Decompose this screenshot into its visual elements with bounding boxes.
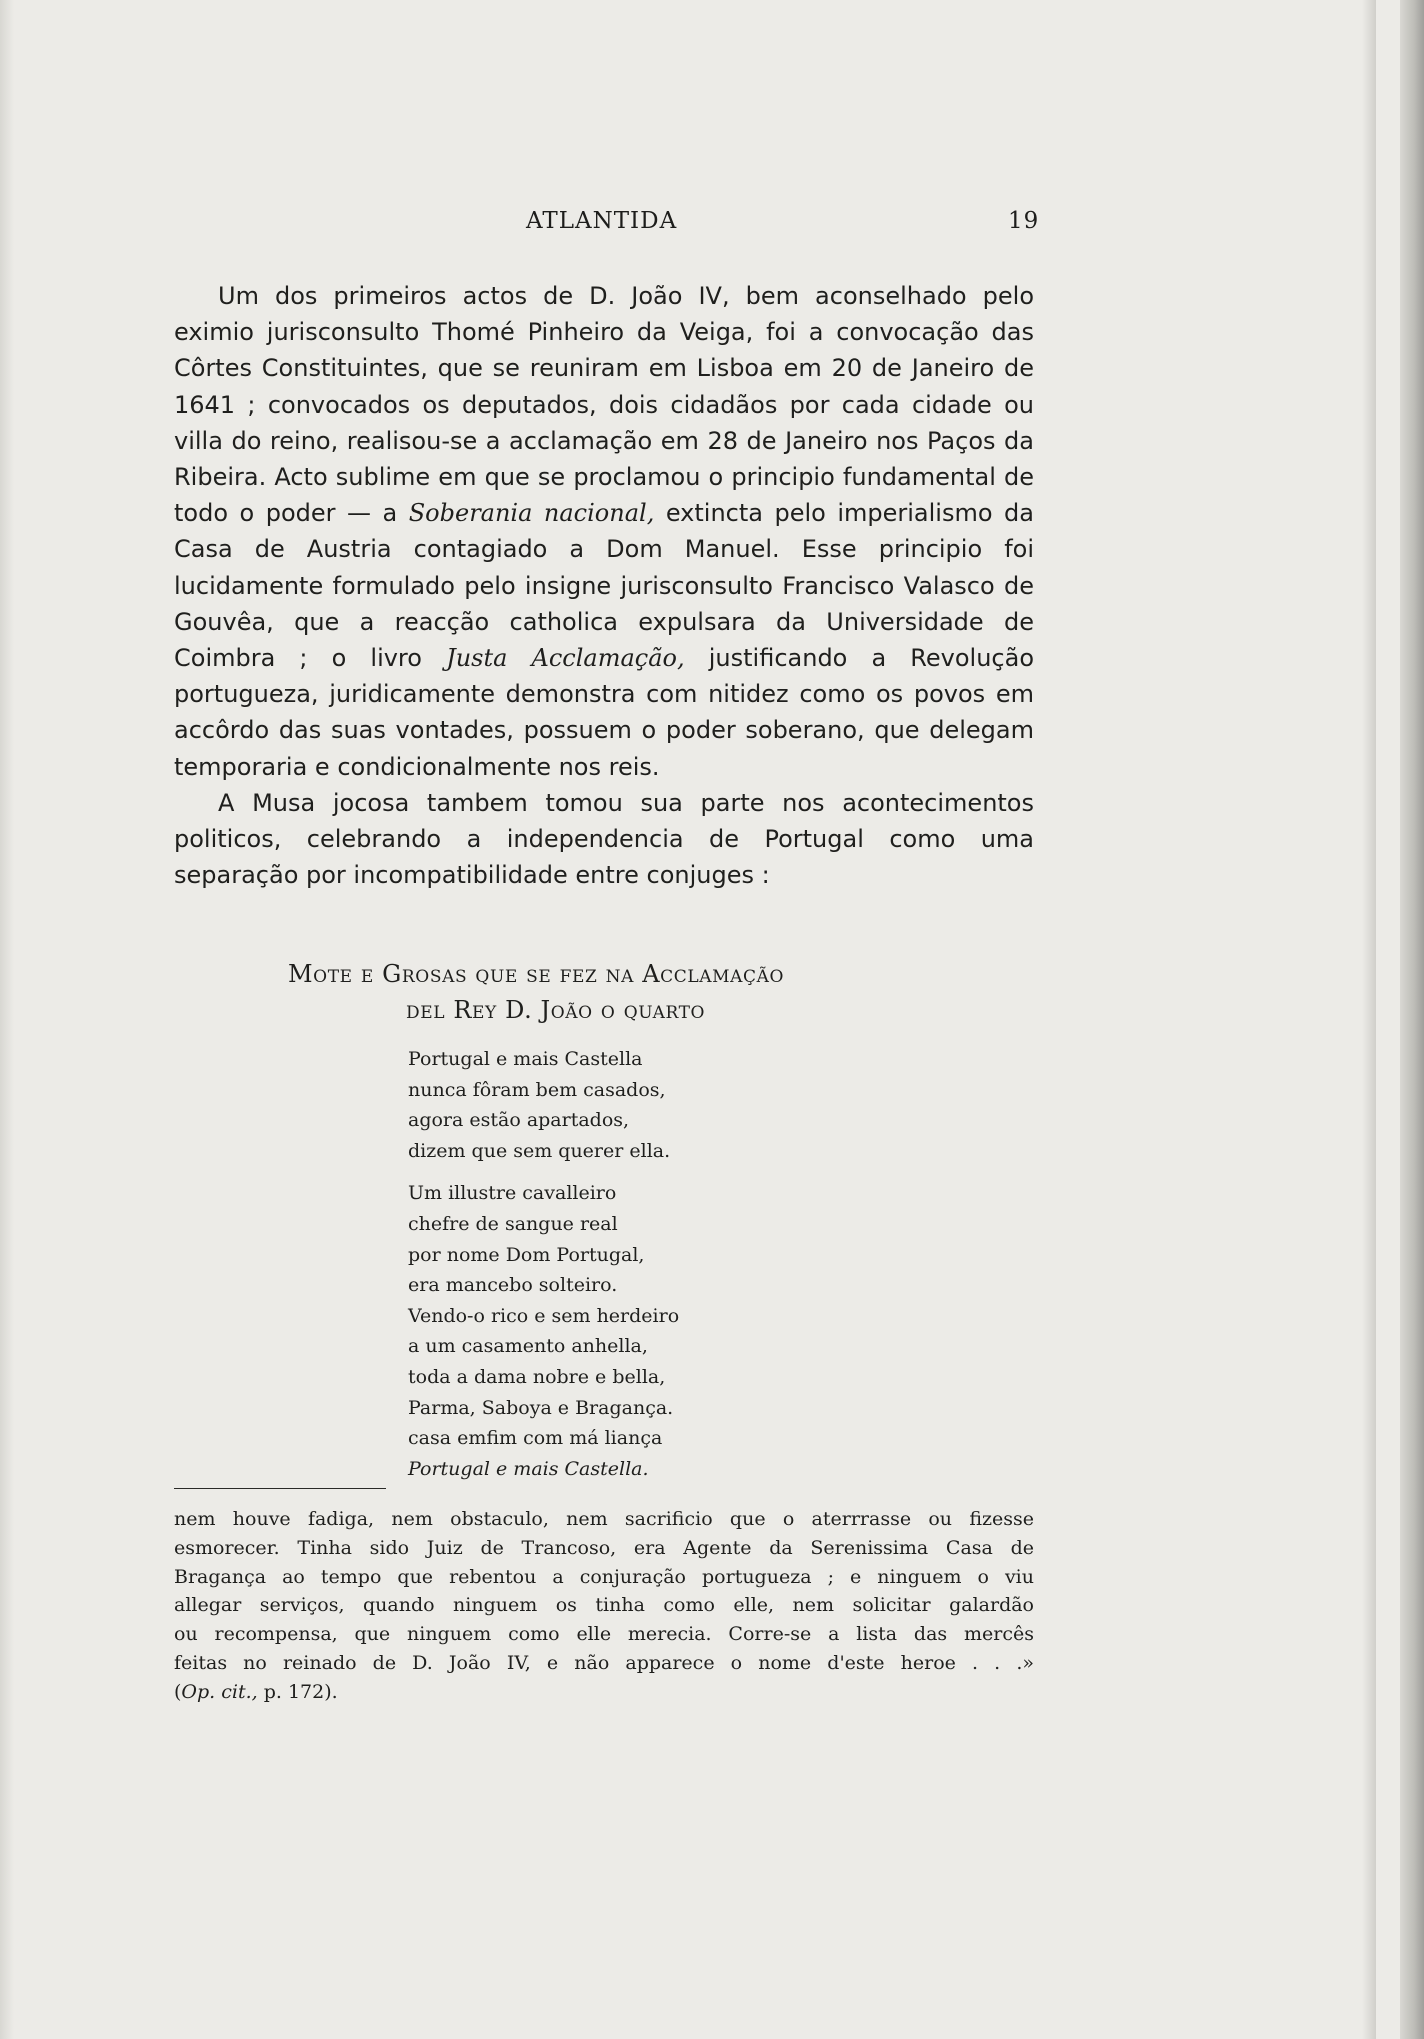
verse-line: agora estão apartados,: [408, 1109, 630, 1132]
stanza-2: [408, 1178, 968, 1484]
verse-line: chefre de sangue real: [408, 1212, 618, 1235]
running-title: ATLANTIDA: [526, 208, 678, 234]
verse-line: Portugal e mais Castella: [408, 1048, 643, 1070]
verse-line: toda a dama nobre e bella,: [408, 1365, 666, 1388]
running-header: [0, 208, 1400, 248]
poem-title-line-1: Mote e Grosas que se fez na Acclamação: [288, 960, 785, 988]
poem: [408, 1044, 968, 1484]
stanza-1: [408, 1044, 968, 1166]
spine-shadow: [0, 0, 14, 2039]
paragraph-1: [174, 278, 1034, 785]
paragraph-1-part-3: justificando a Revolução portugueza, juridicamente demonstra com nitidez como os povos em accôrdo das suas vontades, possuem o poder soberano, que delegam temporaria e condicionalmente nos reis.: [174, 644, 1034, 781]
poem-title-line-2: del Rey D. João o quarto: [406, 996, 706, 1024]
footnote-line: Bragança ao tempo que rebentou a conjuração portugueza ; e ninguem o viu: [174, 1565, 1034, 1588]
verse-line: casa emfim com má liança: [408, 1427, 663, 1450]
footnote-line: allegar serviços, quando ninguem os tinha como elle, nem solicitar galardão: [174, 1594, 1034, 1617]
verse-line-refrain: Portugal e mais Castella.: [408, 1457, 649, 1480]
page-number: 19: [1008, 208, 1040, 234]
verse-line: era mancebo solteiro.: [408, 1274, 618, 1297]
footnote: [174, 1505, 1034, 1707]
page-edge-shadow: [1362, 0, 1376, 2039]
citation-italic: Op. cit.,: [181, 1680, 258, 1703]
citation-page: p. 172).: [257, 1680, 338, 1703]
paragraph-1-part-2: extincta pelo imperialismo da Casa de Austria contagiado a Dom Manuel. Esse principio foi lucidamente formulado pelo insigne jurisconsulto Francisco Valasco de Gouvêa, que a reacção catholica expulsara da Universidade de Coimbra ; o livro: [174, 499, 1034, 673]
citation-open-paren: (: [174, 1680, 182, 1703]
verse-line: Vendo-o rico e sem herdeiro: [408, 1304, 680, 1327]
footnote-citation: [174, 1678, 1034, 1707]
verse-line: por nome Dom Portugal,: [408, 1243, 645, 1266]
paragraph-1-italic-1: Soberania nacional,: [408, 499, 655, 528]
verse-line: a um casamento anhella,: [408, 1335, 648, 1358]
paragraph-1-italic-2: Justa Acclamação,: [446, 644, 685, 673]
paragraph-2: A Musa jocosa tambem tomou sua parte nos acontecimentos politicos, celebrando a independencia de Portugal como uma separação por incompatibilidade entre conjuges :: [174, 788, 1034, 890]
page-fore-edge: [1400, 0, 1424, 2039]
verse-line: Parma, Saboya e Bragança.: [408, 1396, 674, 1419]
footnote-line: feitas no reinado de D. João IV, e não apparece o nome d'este heroe . . .»: [174, 1651, 1034, 1674]
paragraph-1-part-1: Um dos primeiros actos de D. João IV, bem aconselhado pelo eximio jurisconsulto Thomé Pinheiro da Veiga, foi a convocação das Côrtes Constituintes, que se reuniram em Lisboa em 20 de Janeiro de 1641 ; convocados os deputados, dois cidadãos por cada cidade ou villa do reino, realisou-se a acclamação em 28 de Janeiro nos Paços da Ribeira. Acto sublime em que se proclamou o principio fundamental de todo o poder — a: [174, 282, 1034, 528]
verse-line: dizem que sem querer ella.: [408, 1139, 671, 1162]
main-text: [174, 278, 1034, 893]
footnote-line: ou recompensa, que ninguem como elle merecia. Corre-se a lista das mercês: [174, 1623, 1034, 1646]
poem-title: [288, 956, 1008, 1028]
footnote-line: esmorecer. Tinha sido Juiz de Trancoso, era Agente da Serenissima Casa de: [174, 1536, 1034, 1559]
verse-line: nunca fôram bem casados,: [408, 1078, 666, 1101]
footnote-line: nem houve fadiga, nem obstaculo, nem sacrificio que o aterrrasse ou fizesse: [174, 1508, 1034, 1530]
footnote-rule: [174, 1488, 386, 1489]
verse-line: Um illustre cavalleiro: [408, 1182, 617, 1205]
